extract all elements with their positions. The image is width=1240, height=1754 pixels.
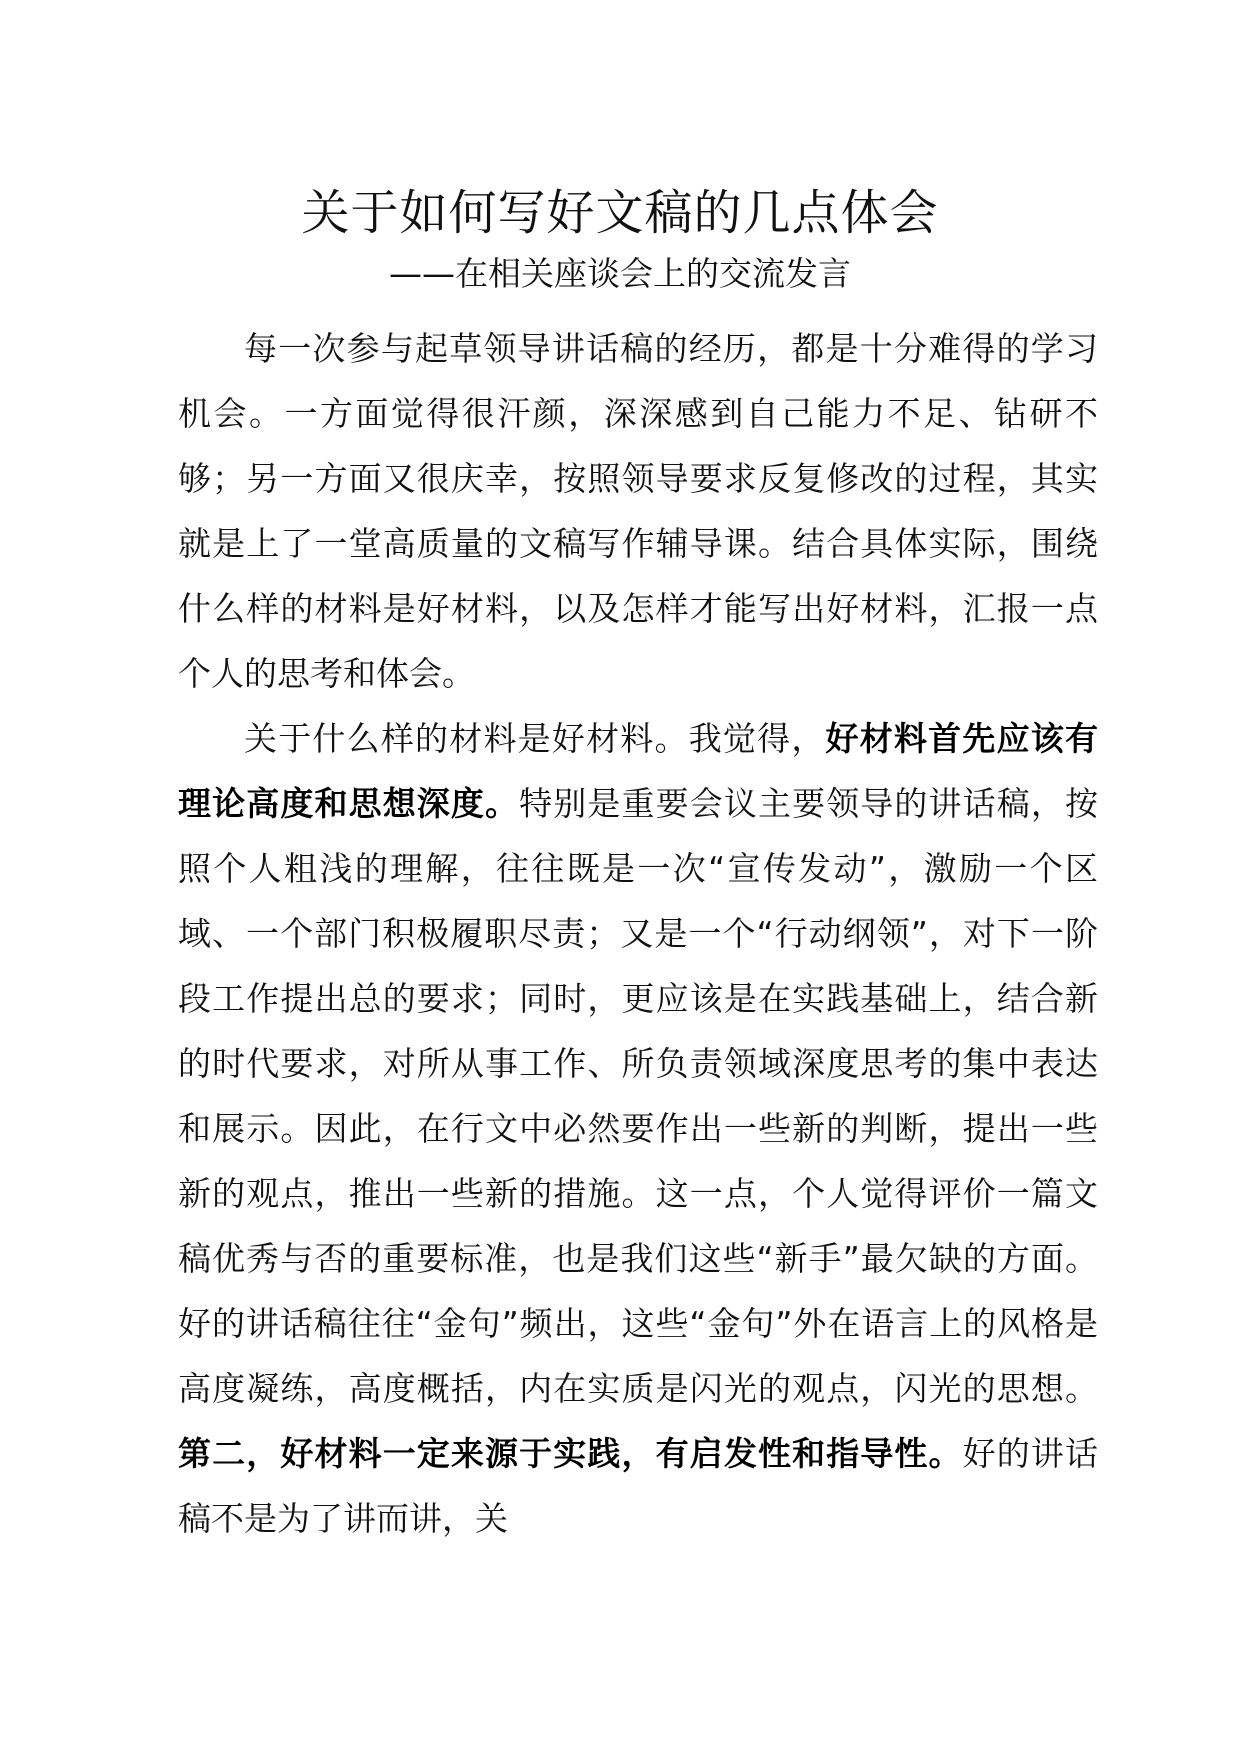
paragraph-2-text-2: 特别是重要会议主要领导的讲话稿，按照个人粗浅的理解，往往既是一次“宣传发动”，激励一个区域、一个部门积极履职尽责；又是一个“行动纲领”，对下一阶段工作提出总的要求；同时，更应该是在实践基础上，结合新的时代要求，对所从事工作、所负责领域深度思考的集中表达和展示。因此，在行文中必然要作出一些新的判断，提出一些新的观点，推出一些新的措施。这一点，个人觉得评价一篇文稿优秀与否的重要标准，也是我们这些“新手”最欠缺的方面。好的讲话稿往往“金句”频出，这些“金句”外在语言上的风格是高度凝练，高度概括，内在实质是闪光的观点，闪光的思想。	[178, 784, 1099, 1408]
document-subtitle: ——在相关座谈会上的交流发言	[389, 254, 851, 293]
paragraph-2-text-3: 好的讲话稿不是为了讲而讲，关	[178, 1434, 1099, 1538]
paragraph-2-text-1: 关于什么样的材料是好材料。我觉得，	[244, 719, 826, 758]
document-body	[178, 316, 1098, 1551]
paragraph-2	[178, 706, 1098, 1551]
paragraph-2-bold-1: 好材料首先应该有理论高度和思想深度。	[178, 719, 1099, 823]
paragraph-1: 每一次参与起草领导讲话稿的经历，都是十分难得的学习机会。一方面觉得很汗颜，深深感到自己能力不足、钻研不够；另一方面又很庆幸，按照领导要求反复修改的过程，其实就是上了一堂高质量的文稿写作辅导课。结合具体实际，围绕什么样的材料是好材料，以及怎样才能写出好材料，汇报一点个人的思考和体会。	[178, 329, 1098, 693]
document-title: 关于如何写好文稿的几点体会	[301, 185, 939, 241]
paragraph-2-bold-2: 第二，好材料一定来源于实践，有启发性和指导性。	[178, 1434, 963, 1473]
